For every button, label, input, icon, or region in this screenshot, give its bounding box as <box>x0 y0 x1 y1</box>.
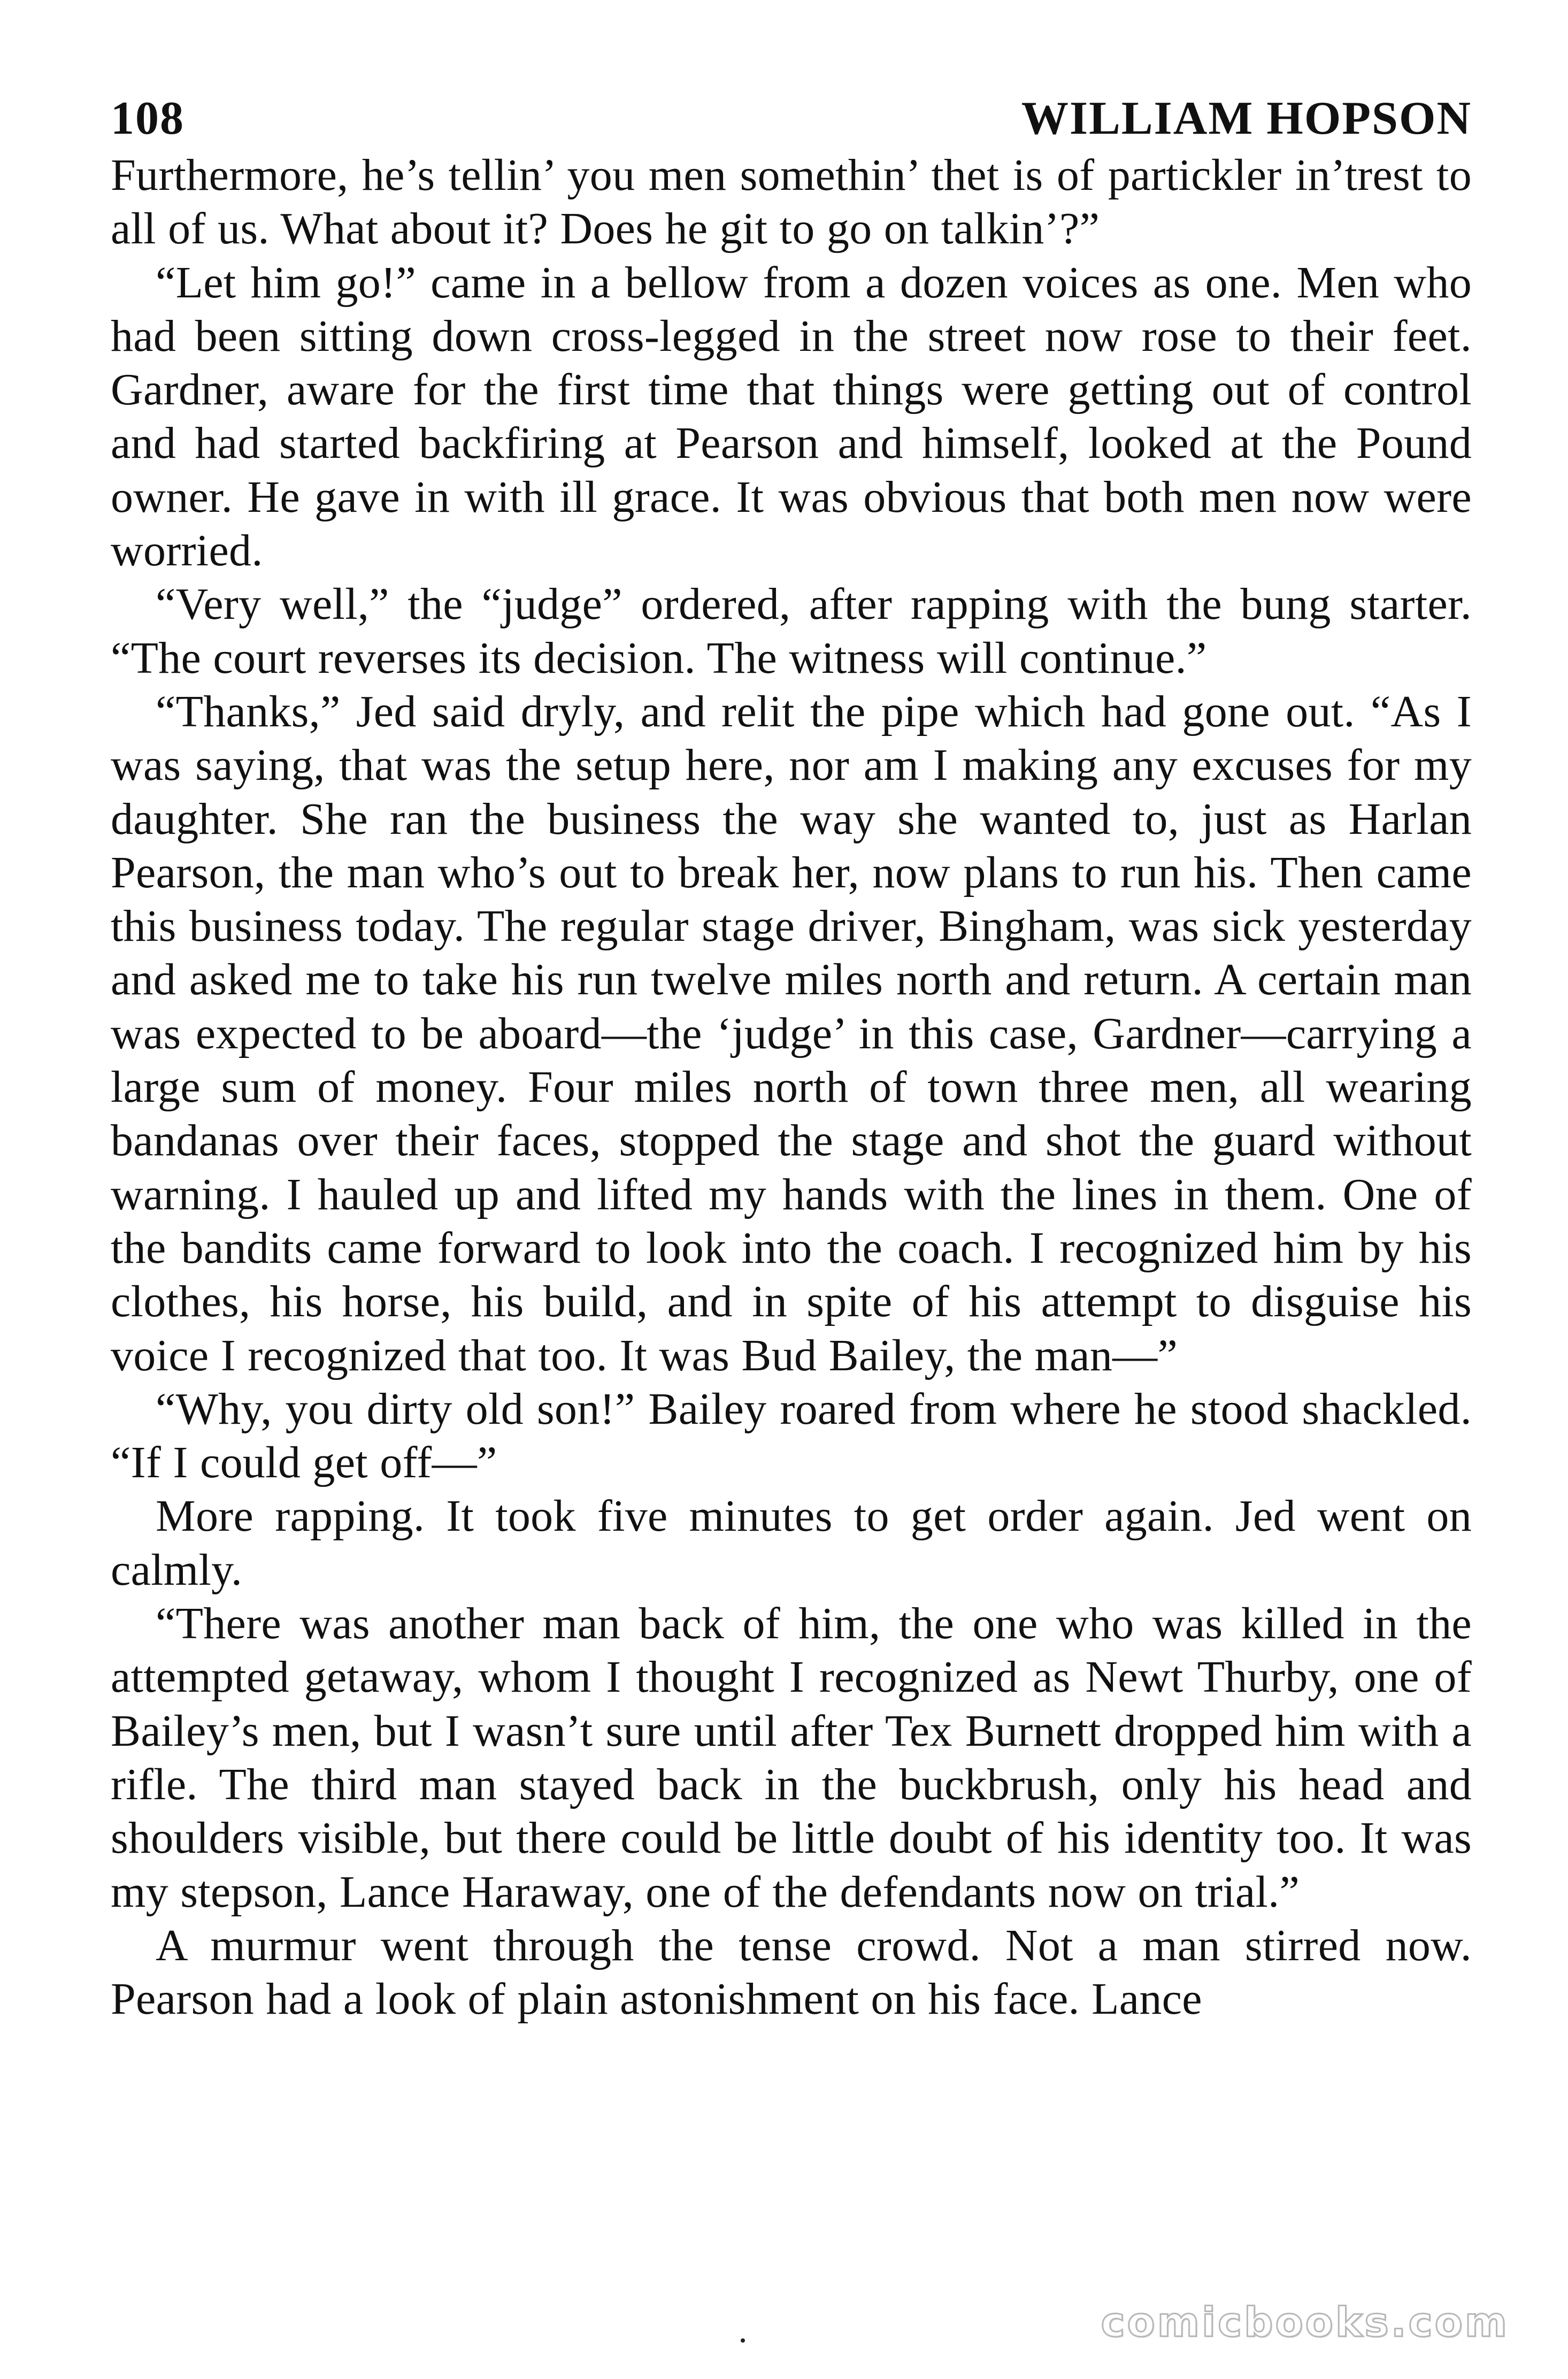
page-number: 108 <box>111 93 185 144</box>
book-page <box>111 91 1472 2284</box>
paragraph-1: Furthermore, he’s tellin’ you men somethin’ thet is of partickler in’trest to all of us. What about it? Does he git to go on talkin’?” <box>111 150 1472 254</box>
running-title: WILLIAM HOPSON <box>1021 93 1472 144</box>
paragraph-2: “Let him go!” came in a bellow from a dozen voices as one. Men who had been sitting down cross-legged in the street now rose to their feet. Gardner, aware for the first time that things were getting out of control and had started backfiring at Pearson and himself, looked at the Pound owner. He gave in with ill grace. It was obvious that both men now were worried. <box>111 257 1472 576</box>
running-head <box>111 91 1472 147</box>
paragraph-4: “Thanks,” Jed said dryly, and relit the pipe which had gone out. “As I was saying, that was the setup here, nor am I making any excuses for my daughter. She ran the business the way she wanted to, just as Harlan Pearson, the man who’s out to break her, now plans to run his. Then came this business today. The regular stage driver, Bingham, was sick yesterday and asked me to take his run twelve miles north and return. A certain man was expected to be aboard—the ‘judge’ in this case, Gardner—carrying a large sum of money. Four miles north of town three men, all wearing bandanas over their faces, stopped the stage and shot the guard without warning. I hauled up and lifted my hands with the lines in them. One of the bandits came forward to look into the coach. I recognized him by his clothes, his horse, his build, and in spite of his attempt to disguise his voice I recognized that too. It was Bud Bailey, the man—” <box>111 686 1472 1380</box>
watermark: comicbooks.com <box>1101 2298 1509 2346</box>
paragraph-8: A murmur went through the tense crowd. Not a man stirred now. Pearson had a look of plain astonishment on his face. Lance <box>111 1920 1472 2024</box>
print-speck <box>741 2338 745 2343</box>
paragraph-3: “Very well,” the “judge” ordered, after rapping with the bung starter. “The court reverses its decision. The witness will continue.” <box>111 579 1472 683</box>
paragraph-5: “Why, you dirty old son!” Bailey roared from where he stood shackled. “If I could get off—” <box>111 1384 1472 1488</box>
paragraph-6: More rapping. It took five minutes to get order again. Jed went on calmly. <box>111 1491 1472 1595</box>
body-text <box>111 149 1472 2026</box>
paragraph-7: “There was another man back of him, the one who was killed in the attempted getaway, whom I thought I recognized as Newt Thurby, one of Bailey’s men, but I wasn’t sure until after Tex Burnett dropped him with a rifle. The third man stayed back in the buckbrush, only his head and shoulders visible, but there could be little doubt of his identity too. It was my stepson, Lance Haraway, one of the defendants now on trial.” <box>111 1599 1472 1917</box>
